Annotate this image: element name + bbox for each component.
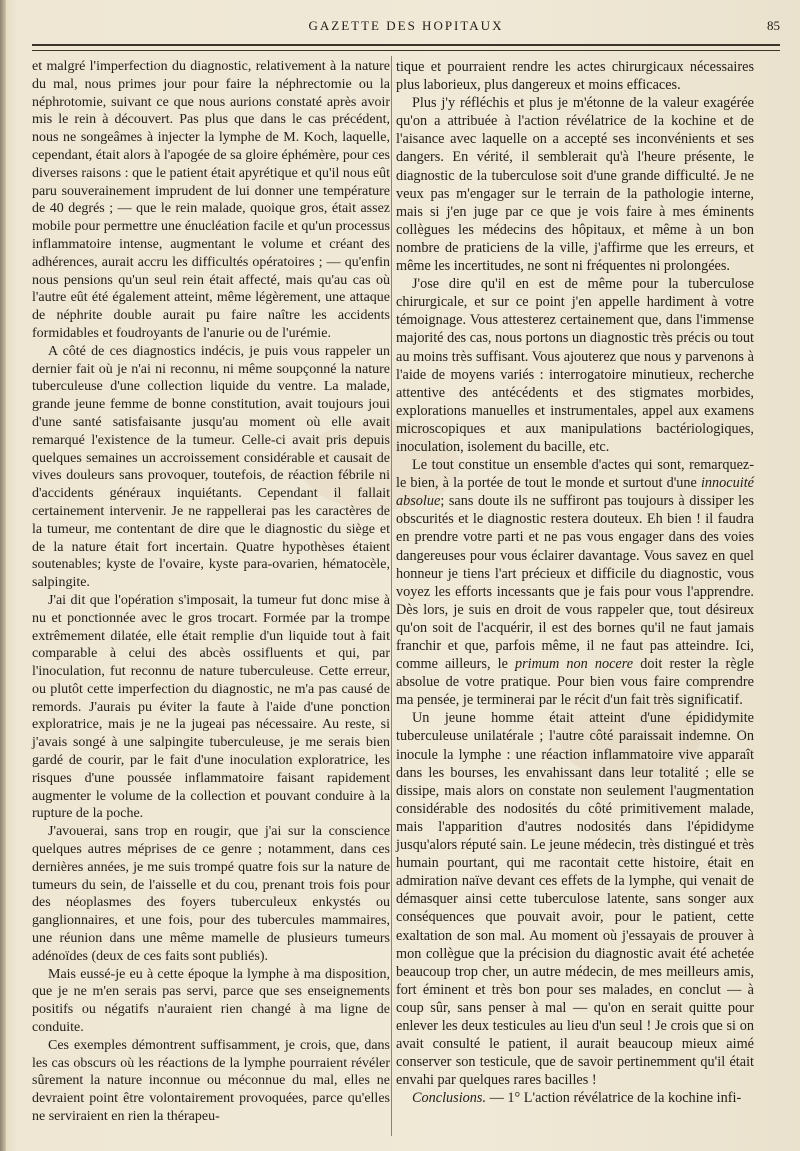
text-run: Le tout constitue un ensemble d'actes qui sont, remarquez-le bien, à la portée de tout le monde et surtout d'une bbox=[396, 457, 754, 492]
header-rule-thin bbox=[32, 50, 780, 51]
paragraph: Ces exemples démontrent suffisamment, je crois, que, dans les cas obscurs où les réactions de la lymphe pourraient révéler sûrement la nature inconnue ou méconnue du mal, elles ne devraient point être volontairement provoquées, parce qu'elles ne serviraient en rien la thérapeu- bbox=[32, 1037, 390, 1125]
left-column bbox=[32, 58, 390, 1126]
paragraph: Plus j'y réfléchis et plus je m'étonne de la valeur exagérée qu'on a attribuée à l'action révélatrice de la kochine et de l'aisance avec laquelle on a accepté ses inconvénients et ses dangers. En vérité, il semblerait qu'à l'heure présente, le diagnostic de la tuberculose soit d'une grande difficulté. Je ne veux pas m'engager sur le terrain de la pathologie interne, mais si j'en juge par ce que je vois faire à mes éminents collègues les médecins des hôpitaux, et même à un bon nombre de praticiens de la ville, j'affirme que les erreurs, et même les incertitudes, ne sont ni fréquentes ni prolongées. bbox=[396, 95, 754, 275]
binding-edge bbox=[0, 0, 6, 1151]
column-divider bbox=[391, 56, 392, 1136]
header-rule bbox=[32, 44, 780, 46]
paragraph: J'ose dire qu'il en est de même pour la tuberculose chirurgicale, et sur ce point j'en appelle hardiment à votre témoignage. Vous attesterez certainement que, dans l'immense majorité des cas, nous portons un diagnostic très précis ou tout au moins très suffisant. Vous ajouterez que nous y parvenons à l'aide de moyens variés : interrogatoire minutieux, recherche attentive des antécédents et des stigmates morbides, explorations manuelles et instrumentales, appel aux examens microscopiques et aux manipulations bactériologiques, inoculation, isolement du bacille, etc. bbox=[396, 276, 754, 455]
paragraph: et malgré l'imperfection du diagnostic, relativement à la nature du mal, nous primes jour pour faire la néphrectomie ou la néphrotomie, suivant ce que nous aurions constaté après avoir mis le rein à découvert. Pas plus que dans le cas précédent, nous ne songeâmes à injecter la lymphe de M. Koch, laquelle, cependant, était alors à l'apogée de sa gloire éphémère, pour ces diverses raisons : que le patient était apyrétique et qu'il nous eût paru souverainement imprudent de lui donner une température de 40 degrés ; — que le rein malade, quoique gros, était assez mobile pour permettre une énucléation facile et qu'un processus inflammatoire intense, augmentant le volume et créant des adhérences, aurait accru les difficultés opératoires ; — qu'enfin nous pensions qu'un seul rein était affecté, mais qu'au cas où l'autre eût été également atteint, même légèrement, une attaque de néphrite double aurait pu faire naître les accidents formidables et foudroyants de l'anurie ou de l'urémie. bbox=[32, 59, 390, 341]
conclusions-heading: Conclusions. bbox=[412, 1090, 487, 1107]
paragraph: A côté de ces diagnostics indécis, je puis vous rappeler un dernier fait où je n'ai ni reconnu, ni même soupçonné la nature tuberculeuse d'une collection liquide du ventre. La malade, grande jeune femme de bonne constitution, avait toujours joui d'une santé satisfaisante jusqu'au moment où elle avait remarqué l'existence de la tumeur. Celle-ci avait pris depuis quelques semaines un accroissement considérable et causait de vives douleurs sans provoquer, toutefois, de réaction fébrile ni d'accidents généraux inquiétants. Cependant il fallait certainement intervenir. Je ne rappellerai pas les caractères de la tumeur, me contentant de dire que le diagnostic du siège et de la nature était fort incertain. Quatre hypothèses étaient soutenables; kyste de l'ovaire, kyste para-ovarien, hématocèle, salpingite. bbox=[32, 343, 390, 591]
italic-phrase: primum non nocere bbox=[514, 656, 634, 673]
page-header bbox=[30, 18, 782, 40]
paragraph bbox=[396, 456, 754, 709]
paragraph: tique et pourraient rendre les actes chirurgicaux nécessaires plus laborieux, plus dangereux et moins efficaces. bbox=[396, 59, 754, 94]
running-title: GAZETTE DES HOPITAUX bbox=[308, 18, 504, 33]
paragraph: Un jeune homme était atteint d'une épididymite tuberculeuse unilatérale ; l'autre côté paraissait indemne. On inocule la lymphe : une réaction inflammatoire vive apparaît dans les bourses, les envahissant dans leur totalité ; elle se dissipe, mais alors on constate non seulement l'augmentation considérable des nodosités du côté primitivement malade, mais l'apparition d'autres nodosités dans l'épididyme jusqu'alors réputé sain. Le jeune médecin, très distingué et très humain pourtant, qui me racontait cette histoire, était en admiration naïve devant ces effets de la lymphe, qui venait de démasquer ainsi cette tuberculose latente, sans songer aux conséquences que pouvait avoir, pour le patient, cette exaltation de son mal. Au moment où j'essayais de prouver à mon collègue que la précision du diagnostic avait été achetée beaucoup trop cher, un autre médecin, de mes meilleurs amis, fort éminent et très bon pour ses malades, en conclut — à coup sûr, sans penser à mal — qu'on en serait quitte pour enlever les deux testicules au lieu d'un seul ! Je crois que si on avait consulté le patient, il aurait beaucoup mieux aimé conserver son testicule, que de savoir pertinemment qu'il était envahi par quelques rares bacilles ! bbox=[396, 710, 754, 1089]
text-run: ; sans doute ils ne suffiront pas toujours à dissiper les obscurités et le diagnostic restera douteux. Eh bien ! il faudra en prendre votre parti et ne pas vous engager dans des voies dangereuses pour vous éclairer davantage. Vous savez en quel honneur je tiens l'art précieux et difficile du diagnostic, vous voyez les efforts incessants que je fais pour vous l'apprendre. Dès lors, je suis en droit de vous rappeler que, tout désireux qu'on soit de l'acquérir, il est des bornes qu'il ne faut jamais franchir et que, parfois même, il ne faut pas atteindre. Ici, comme ailleurs, le bbox=[396, 493, 754, 673]
paragraph: J'ai dit que l'opération s'imposait, la tumeur fut donc mise à nu et ponctionnée avec le gros trocart. Formée par la trompe extrêmement dilatée, elle était remplie d'un liquide tout à fait comparable à celui des abcès ossifluents et qui, par l'inoculation, fut reconnu de nature tuberculeuse. Cette erreur, ou plutôt cette imperfection du diagnostic, ne m'a pas causé de remords. J'aurais pu éviter la faute à l'aide d'une ponction exploratrice, mais je ne la jugeai pas nécessaire. Au reste, si j'avais songé à une salpingite tuberculeuse, je me serais bien gardé de courir, par le fait d'une inoculation exploratrice, les risques d'une poussée inflammatoire faisant rapidement augmenter le volume de la collection et pouvant conduire à la rupture de la poche. bbox=[32, 592, 390, 822]
text-run: doit rester la règle absolue de votre pratique. Pour bien vous faire comprendre ma pensée, je terminerai par le récit d'un fait très significatif. bbox=[396, 656, 755, 709]
right-column bbox=[396, 58, 754, 1107]
page-number: 85 bbox=[767, 18, 780, 33]
paragraph: Mais eussé-je eu à cette époque la lymphe à ma disposition, que je ne m'en serais pas servi, parce que ses enseignements positifs ou négatifs n'auraient rien changé à ma ligne de conduite. bbox=[32, 966, 390, 1036]
paragraph: J'avouerai, sans trop en rougir, que j'ai sur la conscience quelques autres méprises de ce genre ; notamment, dans ces dernières années, je me suis trompé quatre fois sur la nature de tumeurs du sein, de l'aisselle et du cou, prenant trois fois pour des néoplasmes des foyers tuberculeux enkystés ou ganglionnaires, et une fois, pour des tubercules mammaires, une réunion dans une même mamelle de plusieurs tumeurs adénoïdes (deux de ces faits sont publiés). bbox=[32, 824, 390, 964]
italic-phrase: innocuité absolue bbox=[396, 475, 754, 510]
text-run: — 1° L'action révélatrice de la kochine infi- bbox=[486, 1090, 742, 1107]
conclusions-paragraph bbox=[396, 1089, 754, 1107]
